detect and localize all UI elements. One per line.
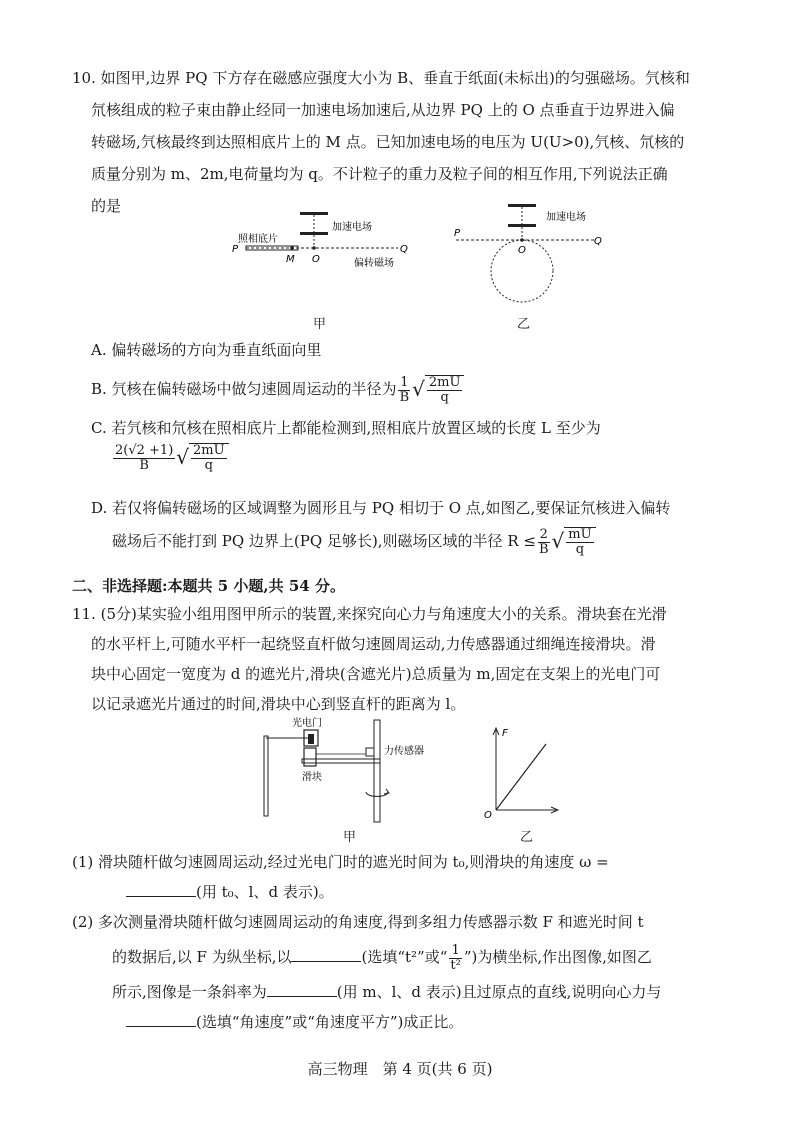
- horizontal-rod: [302, 759, 380, 763]
- q11-part2-line-3: 所示,图像是一条斜率为 (用 m、l、d 表示)且过原点的直线,说明向心力与: [112, 983, 662, 1001]
- q10-line-2: 氘核组成的粒子束由静止经同一加速电场加速后,从边界 PQ 上的 O 点垂直于边界进入偏: [91, 101, 675, 119]
- proportional-line: [496, 744, 546, 810]
- q10-option-a: A. 偏转磁场的方向为垂直纸面向里: [91, 341, 322, 359]
- support-frame: [264, 736, 268, 816]
- answer-blank-4[interactable]: [126, 1012, 196, 1027]
- q11-figure-jia: [258, 716, 438, 826]
- q11-line-4: 以记录遮光片通过的时间,滑块中心到竖直杆的距离为 l。: [91, 695, 466, 713]
- label-O: O: [312, 254, 320, 265]
- vertical-rod: [374, 720, 380, 822]
- q10-option-c-line-2: $\frac{2(√2 +1)}{B}$ √ 2mU q: [112, 440, 229, 474]
- q10-line-3: 转磁场,氕核最终到达照相底片上的 M 点。已知加速电场的电压为 U(U>0),氕核、氘核的: [91, 133, 685, 151]
- q10-option-b: B. 氕核在偏转磁场中做匀速圆周运动的半径为 $\frac{1}{B}$ √ 2mU q: [91, 372, 464, 406]
- q10-option-d-line-1: D. 若仅将偏转磁场的区域调整为圆形且与 PQ 相切于 O 点,如图乙,要保证氘核进入偏转: [91, 499, 671, 517]
- q11-part2-line-1: (2) 多次测量滑块随杆做匀速圆周运动的角速度,得到多组力传感器示数 F 和遮光时间 t: [72, 913, 644, 931]
- label-photogate: 光电门: [292, 718, 322, 729]
- label-deflect-field: 偏转磁场: [354, 258, 394, 269]
- answer-blank-2[interactable]: [291, 947, 361, 962]
- q11-part2-line-2: 的数据后,以 F 为纵坐标,以 (选填“t²”或“ $\frac{1}{\text{t²}}$ ”)为横坐标,作出图像,如图乙: [112, 942, 652, 973]
- label-P: P: [232, 244, 239, 255]
- label-F: F: [502, 728, 508, 739]
- label-Q-yi: Q: [594, 236, 602, 247]
- label-O-yi: O: [518, 245, 526, 256]
- label-P-yi: P: [454, 228, 461, 239]
- q11-figure-yi: [480, 722, 560, 822]
- label-O-graph: O: [484, 810, 492, 821]
- label-Q: Q: [400, 244, 408, 255]
- page-footer: 高三物理 第 4 页(共 6 页): [307, 1060, 493, 1078]
- section-heading: 二、非选择题:本题共 5 小题,共 54 分。: [72, 577, 345, 595]
- q11-line-3: 块中心固定一宽度为 d 的遮光片,滑块(含遮光片)总质量为 m,固定在支架上的光电门可: [91, 665, 661, 683]
- q10-option-c-line-1: C. 若氕核和氘核在照相底片上都能检测到,照相底片放置区域的长度 L 至少为: [91, 419, 601, 437]
- q11-part2-line-4: (选填“角速度”或“角速度平方”)成正比。: [126, 1012, 463, 1032]
- q10-figure-yi: [448, 198, 608, 318]
- q11-part1-line-1: (1) 滑块随杆做匀速圆周运动,经过光电门时的遮光时间为 t₀,则滑块的角速度 ω =: [72, 853, 609, 871]
- q10-figure-jia: [228, 208, 418, 328]
- q10-line-5: 的是: [91, 197, 122, 215]
- label-accel-field: 加速电场: [332, 222, 372, 233]
- q11-line-1: 11. (5分)某实验小组用图甲所示的装置,来探究向心力与角速度大小的关系。滑块套在光滑: [72, 605, 667, 623]
- label-accel-field-yi: 加速电场: [546, 212, 586, 223]
- label-film: 照相底片: [238, 234, 278, 245]
- q11-caption-jia: 甲: [343, 830, 357, 845]
- q11-part1-line-2: (用 t₀、l、d 表示)。: [126, 882, 334, 902]
- accel-plate-top: [300, 212, 328, 215]
- label-force-sensor: 力传感器: [384, 746, 424, 757]
- q10-line-4: 质量分别为 m、2m,电荷量均为 q。不计粒子的重力及粒子间的相互作用,下列说法正确: [91, 165, 668, 183]
- q10-option-d-line-2: 磁场后不能打到 PQ 边界上(PQ 足够长),则磁场区域的半径 R ≤ $\frac{2}{B}$ √ mU q: [112, 524, 596, 558]
- answer-blank-1[interactable]: [126, 882, 196, 897]
- q10-caption-jia: 甲: [313, 317, 327, 332]
- q11-line-2: 的水平杆上,可随水平杆一起绕竖直杆做匀速圆周运动,力传感器通过细绳连接滑块。滑: [91, 635, 656, 653]
- q10-caption-yi: 乙: [517, 317, 531, 332]
- label-M: M: [286, 254, 295, 265]
- force-sensor: [366, 748, 374, 756]
- label-slider: 滑块: [302, 772, 322, 783]
- answer-blank-3[interactable]: [267, 982, 337, 997]
- q10-line-1: 10. 如图甲,边界 PQ 下方存在磁感应强度大小为 B、垂直于纸面(未标出)的匀强磁场。氕核和: [72, 69, 690, 87]
- q11-caption-yi: 乙: [520, 830, 534, 845]
